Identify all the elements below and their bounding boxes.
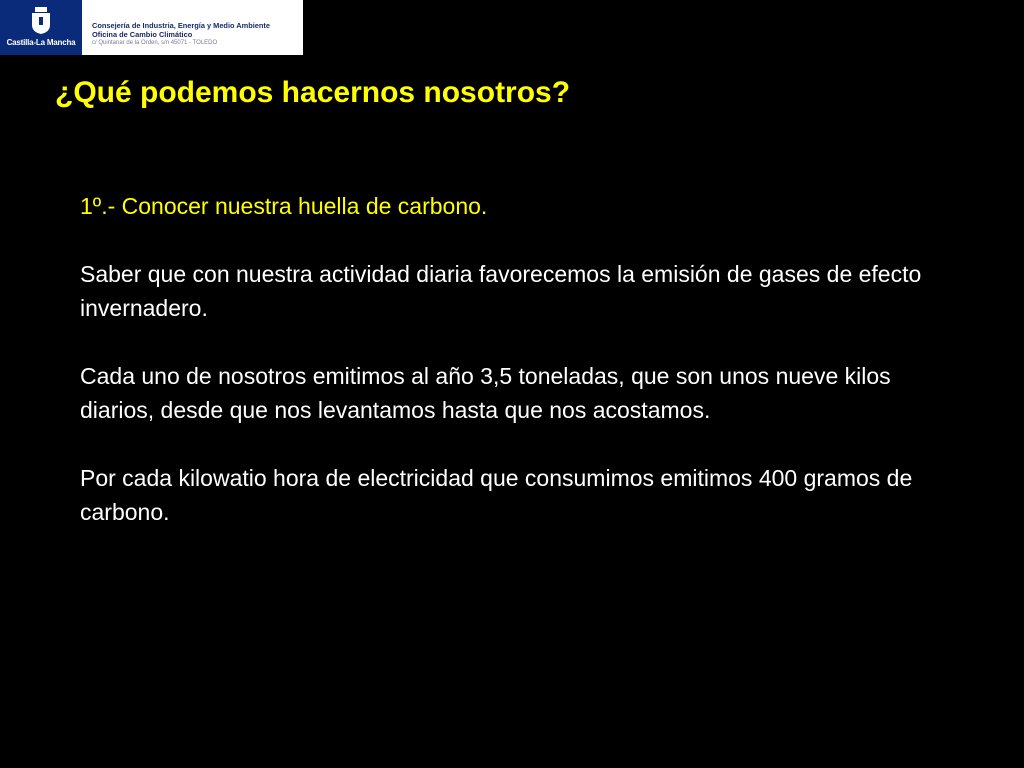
paragraph: Saber que con nuestra actividad diaria favorecemos la emisión de gases de efecto invernadero. bbox=[80, 261, 922, 321]
header-banner bbox=[0, 0, 303, 55]
logo bbox=[0, 0, 82, 55]
logo-label: Castilla-La Mancha bbox=[6, 38, 76, 47]
office-name: Oficina de Cambio Climático bbox=[92, 29, 193, 39]
crest-icon bbox=[30, 5, 52, 35]
step-heading: 1º.- Conocer nuestra huella de carbono. bbox=[80, 193, 488, 219]
department-name: Consejería de Industria, Energía y Medio Ambiente bbox=[92, 21, 270, 30]
slide-title: ¿Qué podemos hacernos nosotros? bbox=[55, 76, 571, 109]
department-info bbox=[92, 22, 270, 48]
slide-content bbox=[80, 189, 960, 563]
paragraph: Por cada kilowatio hora de electricidad que consumimos emitimos 400 gramos de carbono. bbox=[80, 465, 913, 525]
address: c/ Quintanar de la Orden, s/n 45071 - TOLEDO bbox=[92, 40, 218, 46]
paragraph: Cada uno de nosotros emitimos al año 3,5 toneladas, que son unos nueve kilos diarios, desde que nos levantamos hasta que nos acostamos. bbox=[80, 363, 891, 423]
